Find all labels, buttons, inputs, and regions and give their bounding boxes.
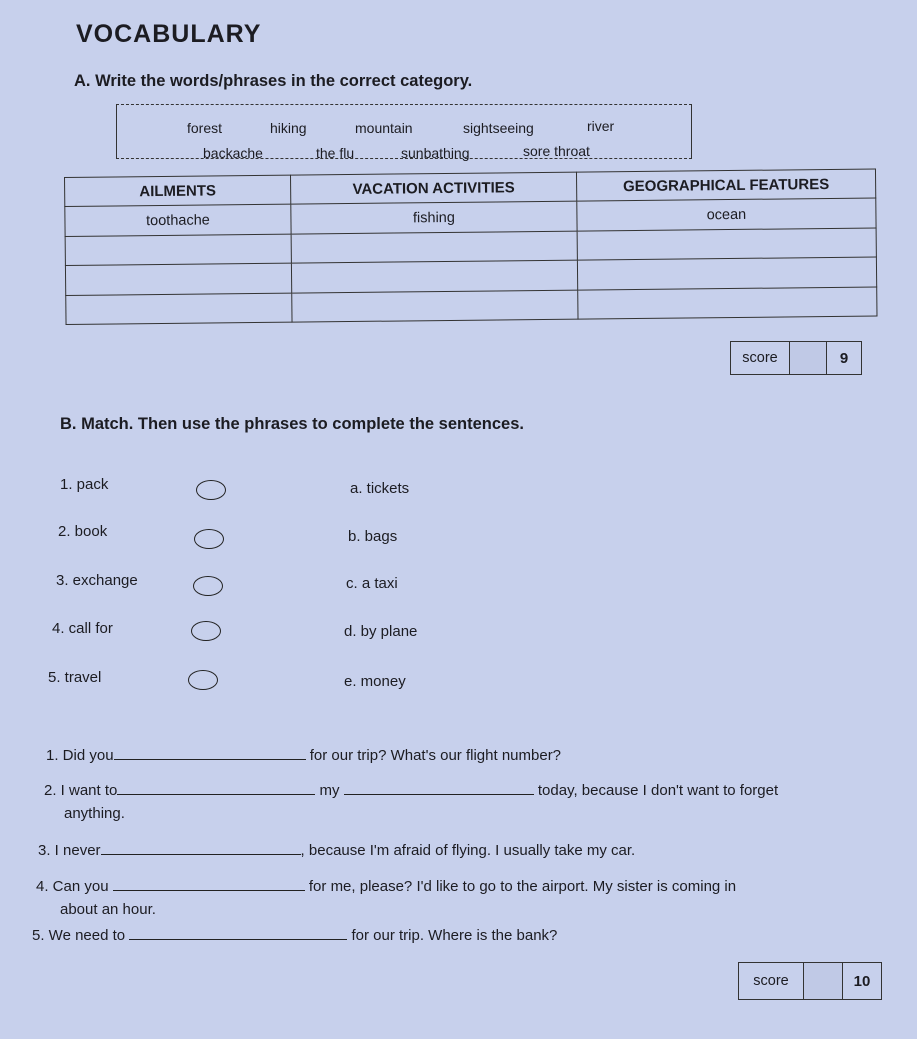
category-table	[64, 168, 878, 324]
example-geographical-feature: ocean	[577, 198, 876, 231]
answer-blank[interactable]	[114, 745, 306, 760]
score-label: score	[731, 342, 790, 374]
match-circle-1[interactable]	[196, 480, 226, 500]
blank-cell[interactable]	[291, 260, 577, 292]
match-left-3: 3. exchange	[56, 572, 138, 589]
match-left-5: 5. travel	[48, 669, 102, 686]
match-left-1: 1. pack	[60, 476, 109, 493]
match-circle-2[interactable]	[194, 529, 224, 549]
match-left-2: 2. book	[58, 523, 108, 540]
header-ailments: AILMENTS	[65, 175, 291, 207]
section-a-instruction: A. Write the words/phrases in the correct category.	[74, 72, 473, 90]
header-geographical-features: GEOGRAPHICAL FEATURES	[576, 169, 875, 202]
score-box-b	[738, 962, 882, 1000]
answer-blank[interactable]	[129, 925, 347, 940]
match-right-c: c. a taxi	[346, 575, 398, 592]
score-box-a	[730, 341, 862, 375]
word-sightseeing: sightseeing	[463, 120, 534, 136]
sentence-1: 1. Did you for our trip? What's our flight number?	[46, 747, 562, 764]
example-ailment: toothache	[65, 205, 291, 237]
answer-blank[interactable]	[117, 780, 315, 795]
match-right-a: a. tickets	[350, 480, 410, 497]
word-the-flu: the flu	[316, 145, 355, 161]
score-blank[interactable]	[804, 963, 843, 999]
match-circle-5[interactable]	[188, 670, 218, 690]
word-backache: backache	[203, 145, 263, 161]
sentence-4: 4. Can you for me, please? I'd like to go to the airport. My sister is coming in	[36, 878, 737, 895]
answer-blank[interactable]	[101, 840, 301, 855]
match-circle-3[interactable]	[193, 576, 223, 596]
section-b-instruction: B. Match. Then use the phrases to complete the sentences.	[60, 415, 524, 433]
header-vacation-activities: VACATION ACTIVITIES	[290, 172, 576, 204]
word-mountain: mountain	[355, 120, 413, 136]
sentence-2-cont: anything.	[64, 805, 125, 822]
word-sunbathing: sunbathing	[401, 145, 470, 161]
word-hiking: hiking	[270, 120, 307, 136]
blank-cell[interactable]	[577, 257, 876, 290]
sentence-4-cont: about an hour.	[60, 901, 156, 918]
score-total: 9	[839, 349, 849, 367]
answer-blank[interactable]	[113, 876, 305, 891]
match-right-e: e. money	[344, 673, 406, 690]
match-right-b: b. bags	[348, 528, 398, 545]
match-circle-4[interactable]	[191, 621, 221, 641]
word-sore-throat: sore throat	[523, 143, 590, 159]
score-label: score	[739, 963, 804, 999]
blank-cell[interactable]	[291, 231, 577, 263]
blank-cell[interactable]	[65, 263, 291, 295]
sentence-5: 5. We need to for our trip. Where is the bank?	[32, 927, 558, 944]
score-blank[interactable]	[790, 342, 827, 374]
blank-cell[interactable]	[578, 287, 877, 320]
blank-cell[interactable]	[65, 234, 291, 266]
sentence-2: 2. I want to my today, because I don't want to forget	[44, 782, 779, 799]
score-total: 10	[853, 972, 871, 990]
answer-blank[interactable]	[344, 780, 534, 795]
match-right-d: d. by plane	[344, 623, 418, 640]
blank-cell[interactable]	[292, 290, 578, 322]
word-box	[116, 104, 692, 159]
sentence-3: 3. I never , because I'm afraid of flying. I usually take my car.	[38, 842, 636, 859]
page-title: VOCABULARY	[76, 20, 262, 48]
word-forest: forest	[187, 120, 223, 136]
match-left-4: 4. call for	[52, 620, 113, 637]
word-river: river	[587, 118, 615, 134]
example-vacation-activity: fishing	[291, 202, 577, 234]
blank-cell[interactable]	[66, 293, 292, 325]
blank-cell[interactable]	[577, 228, 876, 261]
